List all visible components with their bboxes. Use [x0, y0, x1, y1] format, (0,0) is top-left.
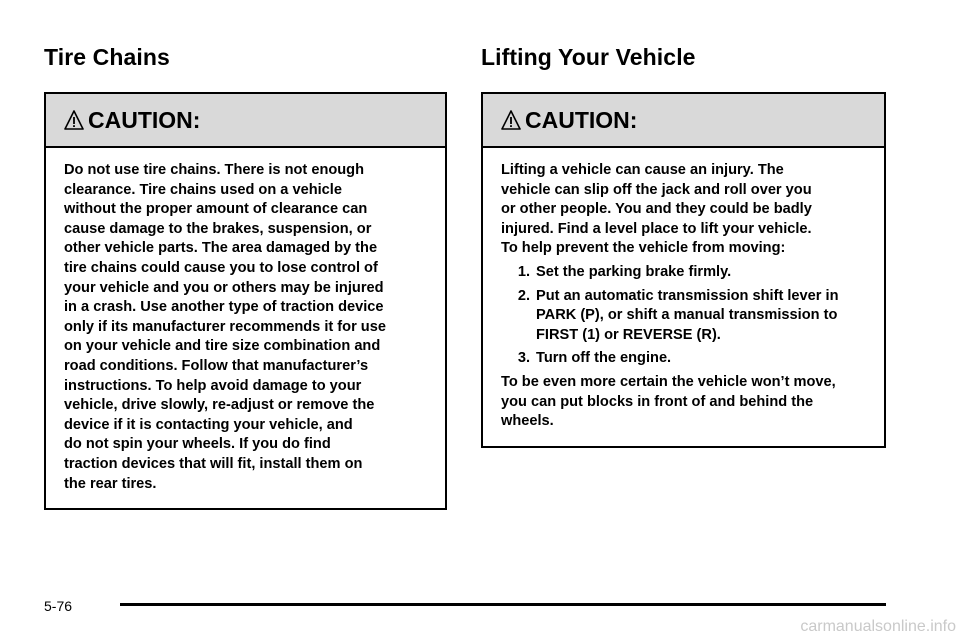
caution-outro: To be even more certain the vehicle won’t move, you can put blocks in front of and behind the wheels.	[501, 373, 836, 430]
list-item	[501, 287, 866, 346]
caution-box-lifting-vehicle	[481, 92, 886, 448]
caution-box-tire-chains	[44, 92, 447, 510]
step-number: 2.	[517, 287, 530, 304]
caution-label: CAUTION:	[525, 106, 638, 133]
caution-label: CAUTION:	[88, 106, 201, 133]
caution-header	[46, 94, 445, 148]
step-text: Turn off the engine.	[536, 350, 672, 367]
step-number: 3.	[517, 350, 530, 367]
caution-intro: Lifting a vehicle can cause an injury. The vehicle can slip off the jack and roll over you or other people. You and they could be badly injured. Find a level place to lift your vehicle. To help prevent the vehicle from moving:	[501, 162, 812, 257]
warning-triangle-icon	[64, 109, 84, 131]
step-text: Put an automatic transmission shift lever in PARK (P), or shift a manual transmission to FIRST (1) or REVERSE (R).	[536, 287, 839, 343]
step-number: 1.	[517, 263, 530, 280]
caution-text: Do not use tire chains. There is not enough clearance. Tire chains used on a vehicle without the proper amount of clearance can cause damage to the brakes, suspension, or other vehicle parts. The area damaged by the tire chains could cause you to lose control of your vehicle and you or others may be injured in a crash. Use another type of traction device only if its manufacturer recommends it for use on your vehicle and tire size combination and road conditions. Follow that manufacturer’s instructions. To help avoid damage to your vehicle, drive slowly, re-adjust or remove the device if it is contacting your vehicle, and do not spin your wheels. If you do find traction devices that will fit, install them on the rear tires.	[64, 162, 386, 492]
list-item	[501, 349, 866, 369]
page-number: 5-76	[44, 598, 73, 614]
step-text: Set the parking brake firmly.	[536, 263, 732, 280]
watermark: carmanualsonline.info	[800, 618, 956, 635]
caution-header	[483, 94, 884, 148]
footer-rule	[120, 603, 886, 606]
warning-triangle-icon	[501, 109, 521, 131]
caution-body-lifting-vehicle	[483, 148, 884, 446]
section-title-tire-chains: Tire Chains	[44, 44, 170, 70]
section-title-lifting-vehicle: Lifting Your Vehicle	[481, 44, 696, 70]
steps-list	[501, 263, 866, 369]
list-item	[501, 263, 866, 283]
caution-body-tire-chains	[46, 148, 445, 508]
